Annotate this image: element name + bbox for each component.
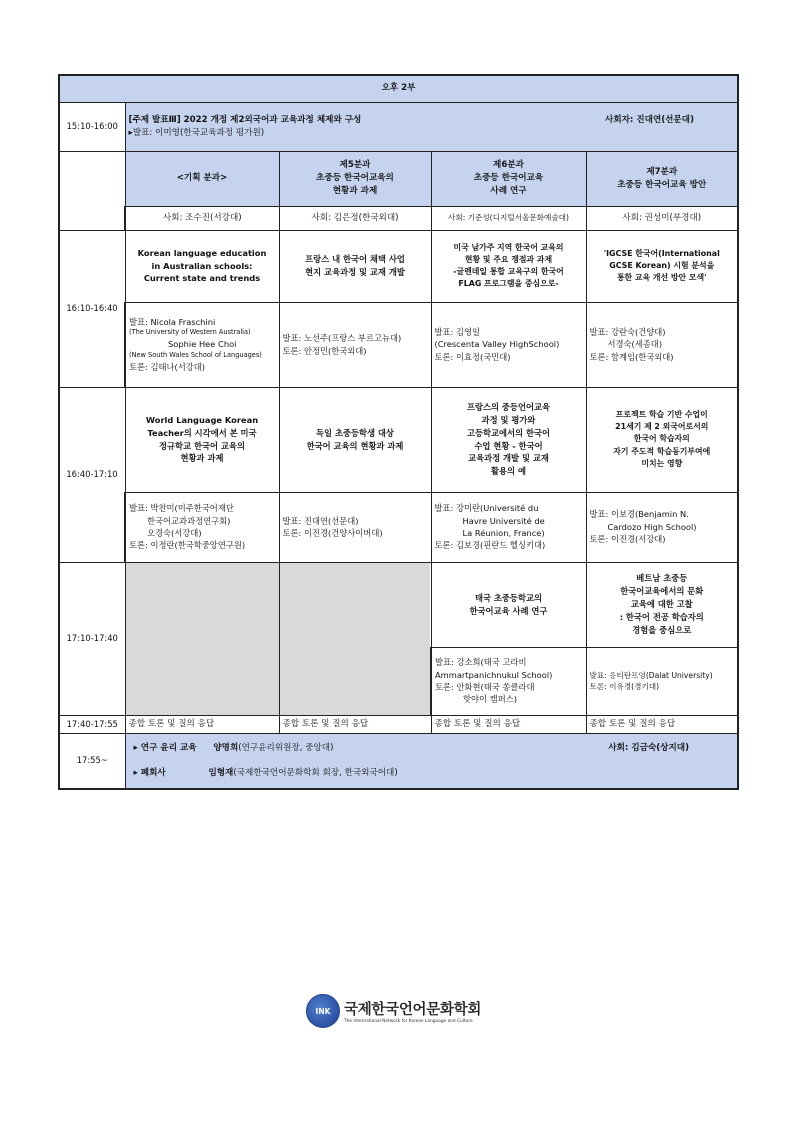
presenter-line: 발표: 강미란(Université du (434, 503, 539, 514)
presenter-line: 발표: 응티탄프엉(Dalat University) (589, 670, 713, 680)
presenter-line: 토론: 김태나(서강대) (129, 361, 206, 372)
presenter-line: Havre Université de (462, 515, 545, 526)
paper-line: 자기 주도적 학습동기부여에 (613, 446, 711, 456)
slot3-empty-s5 (279, 562, 431, 715)
discussion-planning: 종합 토론 및 질의 응답 (125, 715, 279, 733)
ethics-name: 양명희 (213, 742, 239, 753)
section-6-line1: 제6분과 (493, 160, 524, 171)
section-planning-name: <기획 분과> (125, 151, 279, 206)
session-title: 오후 2부 (59, 75, 738, 102)
paper-line: 한국어 학습자의 (633, 434, 690, 444)
presenter-line: 발표: 노선주(프랑스 부르고뉴대) (282, 333, 402, 344)
paper-line: 활용의 예 (491, 466, 526, 477)
paper-line: 수업 현황 - 한국어 (474, 440, 543, 451)
paper-line: 과정 및 평가와 (481, 414, 536, 425)
slot1-paper-s7 (586, 230, 738, 302)
plenary-presenter: ▸발표: 이미영(한국교육과정 평가원) (128, 127, 265, 138)
section-5-line3: 현황과 과제 (332, 185, 378, 196)
ethics-moderator: 사회: 김금숙(상지대) (608, 742, 690, 753)
presenter-line: 토론: 이효정(국민대) (434, 351, 511, 362)
slot1-presenter-row (59, 302, 738, 387)
slot2-paper-row (59, 387, 738, 492)
presenter-line: 토론: 김보경(핀란드 헬싱키대) (434, 540, 546, 551)
presenter-line: 토론: 이유경(경기대) (589, 682, 660, 691)
discussion-time: 17:40-17:55 (59, 715, 125, 733)
paper-line: 현지 교육과정 및 교재 개발 (305, 267, 405, 277)
slot1-paper-s5 (279, 230, 431, 302)
slot3-presenter-s7 (586, 647, 738, 715)
paper-line: 교육에 대한 고찰 (630, 599, 693, 610)
section-header-blank (59, 151, 125, 230)
section-7-line1: 제7분과 (646, 166, 678, 177)
presenter-line: Cardozo High School) (607, 521, 697, 532)
paper-line: Korean language education (137, 247, 267, 258)
ethics-line (134, 742, 730, 755)
paper-line: : 한국어 전공 학습자의 (619, 611, 704, 622)
org-name: 국제한국언어문화학회 (344, 1002, 482, 1018)
slot2-paper-s5 (279, 387, 431, 492)
section-5-line2: 초중등 한국어교육의 (316, 173, 394, 184)
section-7-name (586, 151, 738, 206)
section-5-line1: 제5분과 (339, 160, 371, 171)
presenter-line: 발표: 강소희(태국 고라비 (435, 657, 527, 668)
slot2-paper-s6 (431, 387, 586, 492)
slot1-paper-planning (125, 230, 279, 302)
paper-line: 통한 교육 개선 방안 모색' (616, 273, 707, 283)
slot2-presenter-s6 (431, 492, 586, 562)
section-6-moderator: 사회: 기준성(디지털서울문화예술대) (431, 206, 586, 230)
slot3-time: 17:10-17:40 (59, 562, 125, 715)
presenter-line: 한국어교과과정연구회) (147, 515, 231, 526)
logo-text (344, 998, 481, 1024)
org-name-en: The International Network for Korean Language and Culture (344, 1019, 473, 1024)
paper-line: 한국어교육에서의 문화 (620, 586, 704, 597)
paper-line: -글렌데일 통합 교육구의 한국어 (453, 267, 564, 276)
paper-line: 'IGCSE 한국어(International (603, 248, 720, 258)
ethics-label: ▸ 연구 윤리 교육 (133, 742, 197, 753)
slot1-presenter-planning (125, 302, 279, 387)
closing-affil: (국제한국언어문화학회 회장, 한국외국어대) (233, 767, 398, 778)
paper-line: World Language Korean (145, 414, 259, 425)
plenary-moderator: 사회자: 진대연(선문대) (605, 114, 695, 125)
presenter-line: 토론: 이진경(건양사이버대) (282, 528, 383, 538)
slot2-presenter-row (59, 492, 738, 562)
presenter-line: 토론: 안정민(한국외대) (282, 345, 367, 356)
plenary-time: 15:10-16:00 (59, 102, 125, 151)
plenary-row (59, 102, 738, 151)
presenter-line: 토론: 이정란(한국학중앙연구원) (129, 540, 246, 551)
presenter-line: 발표: Nicola Fraschini (129, 316, 216, 327)
paper-line: 21세기 제 2 외국어로서의 (615, 422, 709, 432)
paper-line: 현황과 과제 (180, 453, 224, 464)
slot2-presenter-planning (125, 492, 279, 562)
slot1-presenter-s6 (431, 302, 586, 387)
section-5-name (279, 151, 431, 206)
paper-line: 베트남 초중등 (636, 573, 688, 584)
slot2-time: 16:40-17:10 (59, 387, 125, 562)
presenter-line: 핫야이 캠퍼스) (463, 694, 517, 705)
slot3-paper-s6 (431, 562, 586, 647)
footer-logo (306, 994, 481, 1028)
paper-line: 고등학교에서의 한국어 (466, 427, 551, 438)
paper-line: FLAG 프로그램을 중심으로- (458, 279, 559, 289)
paper-line: 독일 초중등학생 대상 (316, 427, 394, 438)
paper-line: 미국 남가주 지역 한국어 교육의 (453, 242, 564, 252)
section-7-line2: 초중등 한국어교육 방안 (617, 179, 707, 190)
paper-line: 프랑스 내 한국어 채택 사업 (305, 254, 405, 265)
slot2-paper-s7 (586, 387, 738, 492)
paper-line: in Australian schools: (151, 260, 253, 271)
slot1-paper-row (59, 230, 738, 302)
ethics-affil: (연구윤리위원장, 중앙대) (238, 742, 334, 753)
discussion-s7: 종합 토론 및 질의 응답 (586, 715, 738, 733)
presenter-line: (Crescenta Valley HighSchool) (434, 339, 560, 350)
slot2-paper-planning (125, 387, 279, 492)
presenter-line: 토론: 이진경(서강대) (589, 534, 666, 545)
closing-label: ▸ 폐회사 (133, 767, 166, 778)
schedule-table (58, 74, 739, 790)
presenter-line: 서경숙(세종대) (607, 339, 663, 350)
presenter-line: Sophie Hee Choi (168, 339, 237, 350)
section-7-moderator: 사회: 권성미(부경대) (586, 206, 738, 230)
plenary-title: [주제 발표Ⅲ] 2022 개정 제2외국어과 교육과정 체제와 구성 (128, 114, 362, 125)
presenter-line: 발표: 진대연(선문대) (282, 515, 359, 526)
slot3-empty-planning (125, 562, 279, 715)
section-6-name (431, 151, 586, 206)
section-planning-moderator: 사회: 조수진(서강대) (125, 206, 279, 230)
closing-cell (125, 733, 738, 789)
slot1-presenter-s7 (586, 302, 738, 387)
presenter-line: Ammartpanichnukul School) (435, 669, 553, 680)
discussion-s5: 종합 토론 및 질의 응답 (279, 715, 431, 733)
presenter-line: 발표: 이보경(Benjamin N. (589, 509, 689, 520)
closing-time: 17:55~ (59, 733, 125, 789)
slot2-presenter-s7 (586, 492, 738, 562)
paper-line: 정규학교 한국어 교육의 (159, 440, 245, 451)
slot1-presenter-s5 (279, 302, 431, 387)
paper-line: Current state and trends (143, 273, 261, 284)
paper-line: GCSE Korean) 시험 분석을 (609, 260, 715, 270)
presenter-line: 토론: 안화현(태국 쏭클라대 (435, 682, 535, 692)
session-header-row (59, 75, 738, 102)
ink-logo-icon: INK (306, 994, 340, 1028)
section-header-row (59, 151, 738, 206)
paper-line: 경험을 중심으로 (632, 624, 692, 635)
slot1-paper-s6 (431, 230, 586, 302)
paper-line: Teacher의 시각에서 본 미국 (147, 427, 257, 438)
presenter-line: (The University of Western Australia) (129, 328, 251, 337)
discussion-s6: 종합 토론 및 질의 응답 (431, 715, 586, 733)
paper-line: 현황 및 주요 쟁점과 과제 (464, 254, 553, 264)
slot2-presenter-s5 (279, 492, 431, 562)
paper-line: 한국어교육 사례 연구 (469, 605, 548, 616)
slot3-paper-s7 (586, 562, 738, 647)
paper-line: 교육과정 개발 및 교재 (468, 453, 549, 464)
closing-row (59, 733, 738, 789)
section-6-line2: 초중등 한국어교육 (473, 173, 544, 184)
presenter-line: 발표: 강란숙(건양대) (589, 326, 666, 337)
presenter-line: (New South Wales School of Languages) (129, 350, 262, 359)
slot3-presenter-s6 (431, 647, 586, 715)
slot3-paper-row (59, 562, 738, 647)
closing-line (134, 767, 730, 780)
moderator-row (59, 206, 738, 230)
paper-line: 미치는 영향 (641, 458, 683, 468)
section-5-moderator: 사회: 김은정(한국외대) (279, 206, 431, 230)
paper-line: 프로젝트 학습 기반 수업이 (615, 409, 708, 419)
discussion-row (59, 715, 738, 733)
paper-line: 한국어 교육의 현황과 과제 (306, 440, 404, 451)
presenter-line: 발표: 박찬미(미주한국어재단 (129, 503, 234, 514)
presenter-line: La Réunion, France) (462, 528, 545, 538)
presenter-line: 발표: 김영일 (434, 326, 481, 337)
presenter-line: 오경숙(서강대) (147, 528, 202, 538)
plenary-cell (125, 102, 738, 151)
slot1-time: 16:10-16:40 (59, 230, 125, 387)
closing-name: 임형재 (208, 767, 234, 778)
section-6-line3: 사례 연구 (490, 185, 527, 196)
presenter-line: 토론: 함계임(한국외대) (589, 351, 674, 362)
paper-line: 태국 초중등학교의 (474, 592, 542, 603)
paper-line: 프랑스의 중등언어교육 (466, 401, 551, 412)
